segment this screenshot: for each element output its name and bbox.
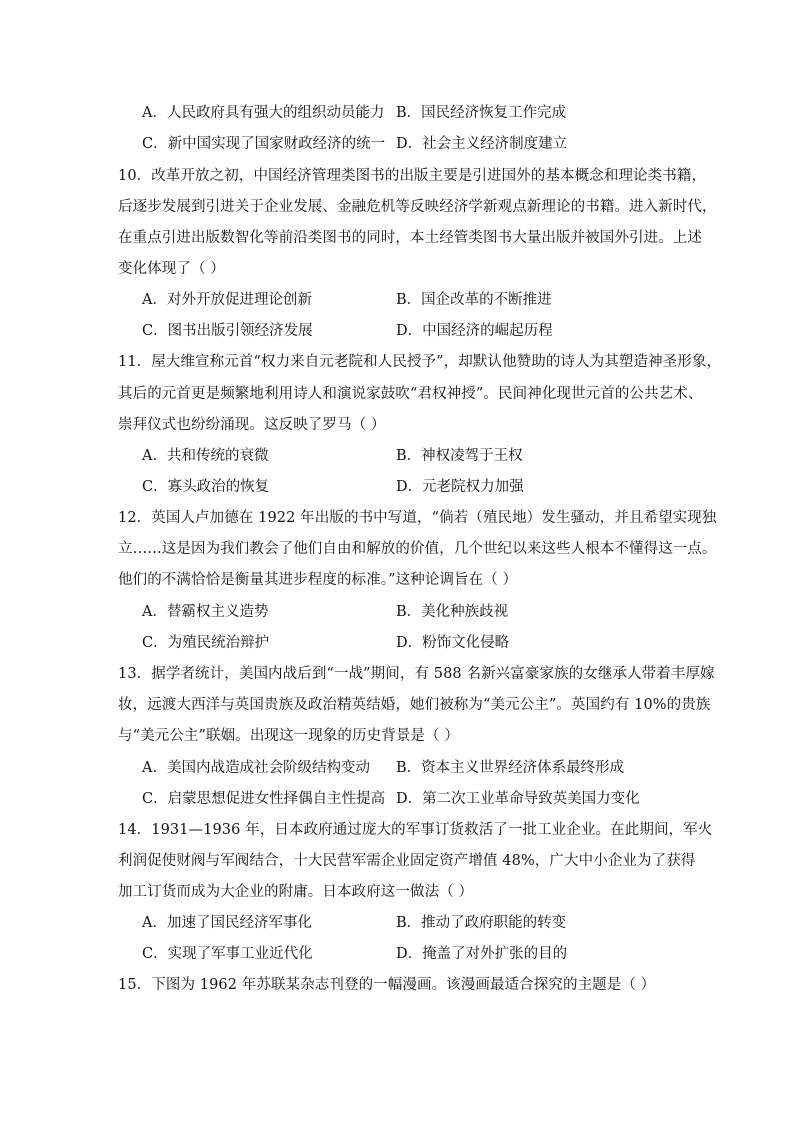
q12-option-c[interactable]: C．为殖民统治辩护	[142, 635, 270, 651]
q12-stem-line-1: 12．英国人卢加德在 1922 年出版的书中写道，“倘若（殖民地）发生骚动，并且希望实现独	[118, 510, 717, 526]
q9-option-b[interactable]: B．国民经济恢复工作完成	[396, 105, 567, 121]
q13-option-b[interactable]: B．资本主义世界经济体系最终形成	[396, 760, 625, 776]
q14-stem-line-3: 加工订货而成为大企业的附庸。日本政府这一做法（ ）	[118, 884, 474, 900]
q15-stem-line-1: 15．下图为 1962 年苏联某杂志刊登的一幅漫画。该漫画最适合探究的主题是（ ）	[118, 977, 656, 993]
q12-stem-line-3: 他们的不满恰恰是衡量其进步程度的标准。”这种论调旨在（ ）	[118, 572, 518, 588]
q10-stem-line-4: 变化体现了（ ）	[118, 261, 225, 277]
q10-stem-line-1: 10．改革开放之初，中国经济管理类图书的出版主要是引进国外的基本概念和理论类书籍，	[118, 168, 707, 184]
q11-option-c[interactable]: C．寡头政治的恢复	[142, 479, 270, 495]
q14-option-a[interactable]: A．加速了国民经济军事化	[142, 915, 312, 931]
q9-option-a[interactable]: A．人民政府具有强大的组织动员能力	[142, 105, 385, 121]
q11-option-b[interactable]: B．神权凌驾于王权	[396, 448, 523, 464]
q12-option-d[interactable]: D．粉饰文化侵略	[396, 635, 510, 651]
q13-stem-line-1: 13．据学者统计，美国内战后到“一战”期间，有 588 名新兴富豪家族的女继承人带着丰厚嫁	[118, 666, 715, 682]
q9-option-d[interactable]: D．社会主义经济制度建立	[396, 136, 568, 152]
q11-stem-line-1: 11．屋大维宣称元首“权力来自元老院和人民授予”，却默认他赞助的诗人为其塑造神圣形象，	[118, 354, 722, 370]
q13-stem-line-3: 与“美元公主”联姻。出现这一现象的历史背景是（ ）	[118, 728, 459, 744]
q10-stem-line-2: 后逐步发展到引进关于企业发展、金融危机等反映经济学新观点新理论的书籍。进入新时代，	[118, 199, 717, 215]
q10-option-c[interactable]: C．图书出版引领经济发展	[142, 323, 313, 339]
q12-stem-line-2: 立……这是因为我们教会了他们自由和解放的价值，几个世纪以来这些人根本不懂得这一点。	[118, 541, 717, 557]
q9-option-c[interactable]: C．新中国实现了国家财政经济的统一	[142, 136, 386, 152]
q13-stem-line-2: 妆，远渡大西洋与英国贵族及政治精英结婚，她们被称为“美元公主”。英国约有 10%的贵族	[118, 697, 711, 713]
q10-option-a[interactable]: A．对外开放促进理论创新	[142, 292, 312, 308]
q13-option-c[interactable]: C．启蒙思想促进女性择偶自主性提高	[142, 791, 386, 807]
q14-stem-line-1: 14．1931—1936 年，日本政府通过庞大的军事订货救活了一批工业企业。在此期间，军火	[118, 822, 713, 838]
q10-option-d[interactable]: D．中国经济的崛起历程	[396, 323, 553, 339]
q11-stem-line-3: 崇拜仪式也纷纷涌现。这反映了罗马（ ）	[118, 417, 386, 433]
q10-stem-line-3: 在重点引进出版数智化等前沿类图书的同时，本土经管类图书大量出版并被国外引进。上述	[118, 230, 702, 246]
q14-option-c[interactable]: C．实现了军事工业近代化	[142, 946, 313, 962]
q11-option-d[interactable]: D．元老院权力加强	[396, 479, 524, 495]
q12-option-b[interactable]: B．美化种族歧视	[396, 604, 509, 620]
q11-option-a[interactable]: A．共和传统的衰微	[142, 448, 269, 464]
q13-option-a[interactable]: A．美国内战造成社会阶级结构变动	[142, 760, 370, 776]
q11-stem-line-2: 其后的元首更是频繁地利用诗人和演说家鼓吹“君权神授”。民间神化现世元首的公共艺术、	[118, 386, 703, 402]
q14-option-b[interactable]: B．推动了政府职能的转变	[396, 915, 567, 931]
q14-stem-line-2: 利润促使财阀与军阀结合，十大民营军需企业固定资产增值 48%，广大中小企业为了获得	[118, 853, 696, 869]
q12-option-a[interactable]: A．替霸权主义造势	[142, 604, 269, 620]
q13-option-d[interactable]: D．第二次工业革命导致英美国力变化	[396, 791, 640, 807]
q14-option-d[interactable]: D．掩盖了对外扩张的目的	[396, 946, 568, 962]
q10-option-b[interactable]: B．国企改革的不断推进	[396, 292, 552, 308]
